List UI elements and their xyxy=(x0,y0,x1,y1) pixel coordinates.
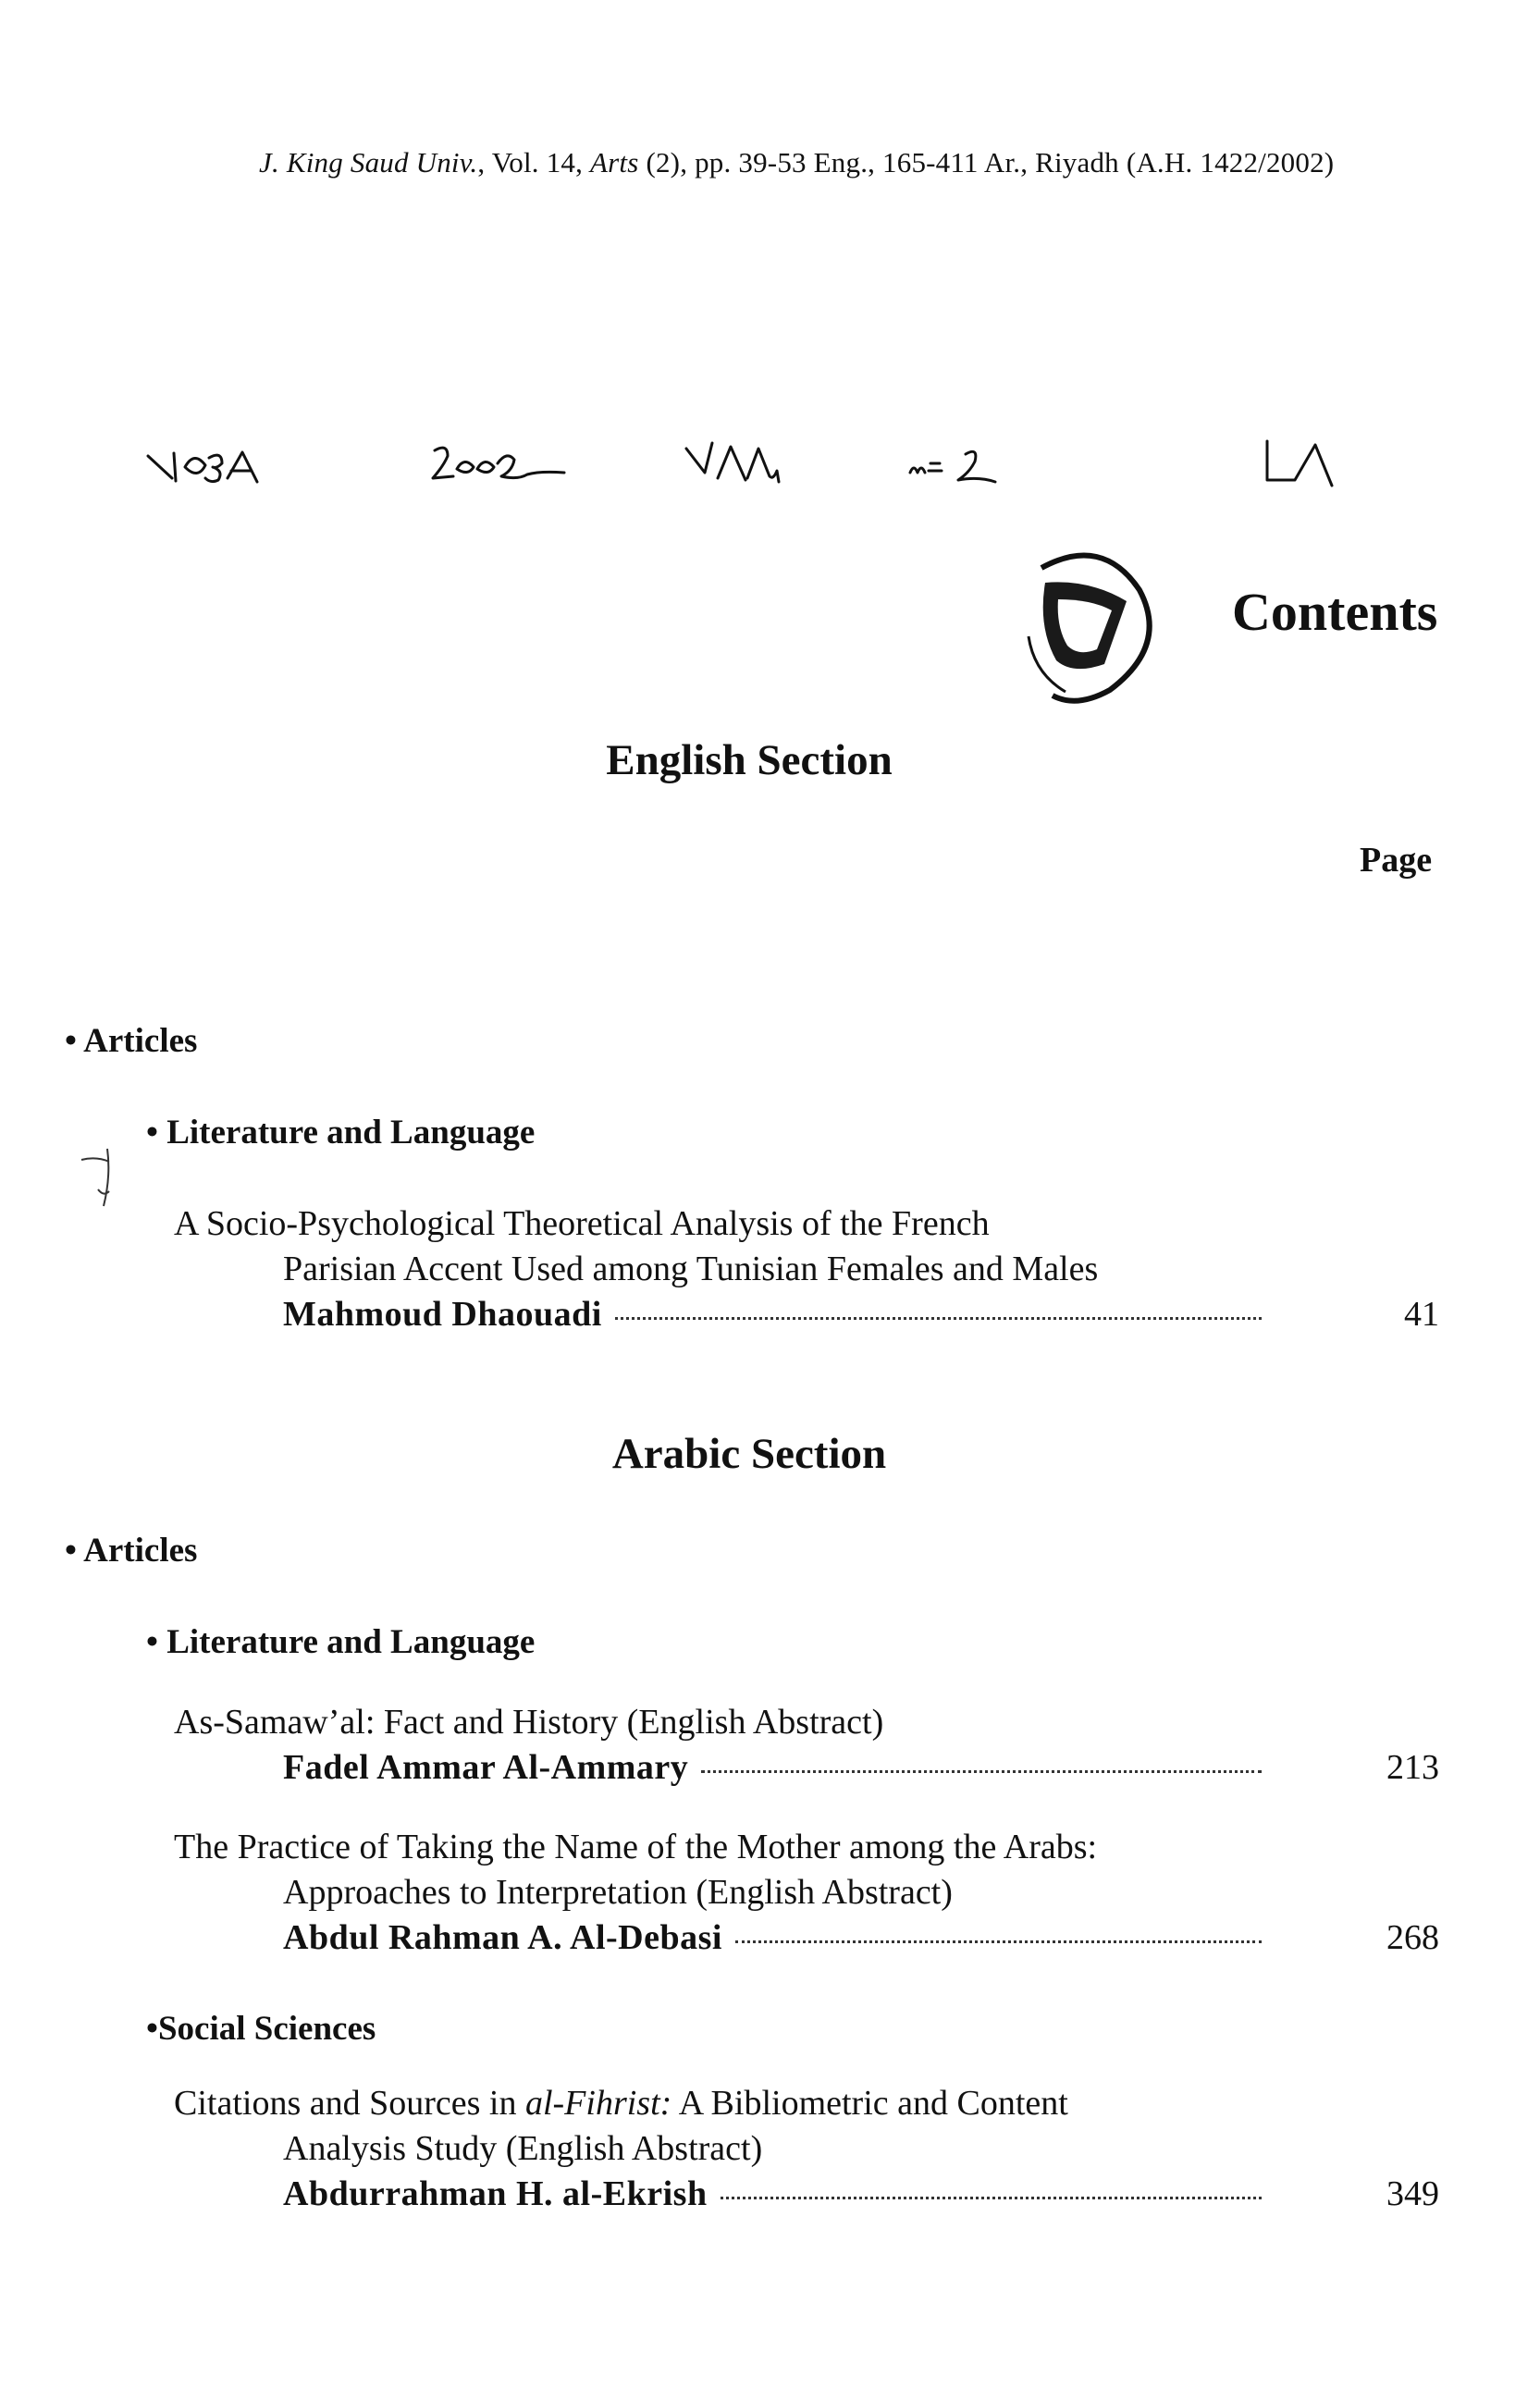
dot-leader xyxy=(721,2196,1262,2199)
entry-author: Mahmoud Dhaouadi xyxy=(283,1295,602,1334)
entry-author: Abdurrahman H. al-Ekrish xyxy=(283,2174,708,2213)
entry-page-number: 268 xyxy=(1386,1918,1439,1957)
english-section-title: English Section xyxy=(606,736,893,784)
arabic-literature-label: • Literature and Language xyxy=(146,1623,536,1661)
arabic-section-title: Arabic Section xyxy=(611,1430,887,1478)
handwritten-note xyxy=(0,393,1540,541)
page-column-label: Page xyxy=(1360,841,1433,880)
toc-entry[interactable] xyxy=(174,2081,1439,2217)
entry-author: Abdul Rahman A. Al-Debasi xyxy=(283,1918,722,1957)
journal-name: J. King Saud Univ. xyxy=(259,146,478,179)
entry-author: Fadel Ammar Al-Ammary xyxy=(283,1748,689,1787)
entry-title-continuation: Parisian Accent Used among Tunisian Females and Males xyxy=(283,1250,1099,1288)
library-stamp xyxy=(1001,535,1163,710)
dot-leader xyxy=(735,1940,1262,1943)
entry-title-line xyxy=(174,2081,1439,2126)
entry-page-number: 41 xyxy=(1404,1295,1439,1334)
entry-title-continuation: Approaches to Interpretation (English Abstract) xyxy=(283,1873,953,1912)
english-literature-label: • Literature and Language xyxy=(146,1114,536,1151)
dot-leader xyxy=(615,1316,1262,1320)
toc-entry[interactable] xyxy=(174,1700,1439,1791)
entry-title-line: As-Samaw’al: Fact and History (English Abstract) xyxy=(174,1703,884,1742)
toc-entry[interactable] xyxy=(174,1825,1439,1961)
entry-title-line: The Practice of Taking the Name of the Mother among the Arabs: xyxy=(174,1828,1098,1866)
journal-volume: , Vol. 14, xyxy=(477,146,591,179)
contents-title: Contents xyxy=(1232,582,1438,642)
entry-author-row xyxy=(174,1915,1439,1961)
entry-page-number: 349 xyxy=(1386,2174,1439,2213)
toc-entry[interactable] xyxy=(174,1201,1439,1337)
entry-page-number: 213 xyxy=(1386,1748,1439,1787)
arabic-articles-label: • Articles xyxy=(65,1532,198,1570)
english-articles-label: • Articles xyxy=(65,1022,198,1060)
journal-arts: Arts xyxy=(590,146,639,179)
journal-details: (2), pp. 39-53 Eng., 165-411 Ar., Riyadh (A.H. 1422/2002) xyxy=(638,146,1335,179)
pen-mark xyxy=(74,1136,139,1219)
entry-title-pre: Citations and Sources in xyxy=(174,2084,525,2123)
entry-title-italic: al-Fihrist: xyxy=(524,2084,672,2123)
journal-header xyxy=(259,146,1334,179)
entry-author-row xyxy=(174,2172,1439,2217)
entry-title-line: A Socio-Psychological Theoretical Analysis of the French xyxy=(174,1204,990,1243)
dot-leader xyxy=(701,1769,1262,1773)
entry-author-row xyxy=(174,1292,1439,1337)
entry-title-continuation: Analysis Study (English Abstract) xyxy=(283,2129,763,2168)
entry-title-post: A Bibliometric and Content xyxy=(671,2084,1068,2123)
arabic-social-sciences-label: •Social Sciences xyxy=(146,2010,376,2048)
entry-author-row xyxy=(174,1745,1439,1791)
